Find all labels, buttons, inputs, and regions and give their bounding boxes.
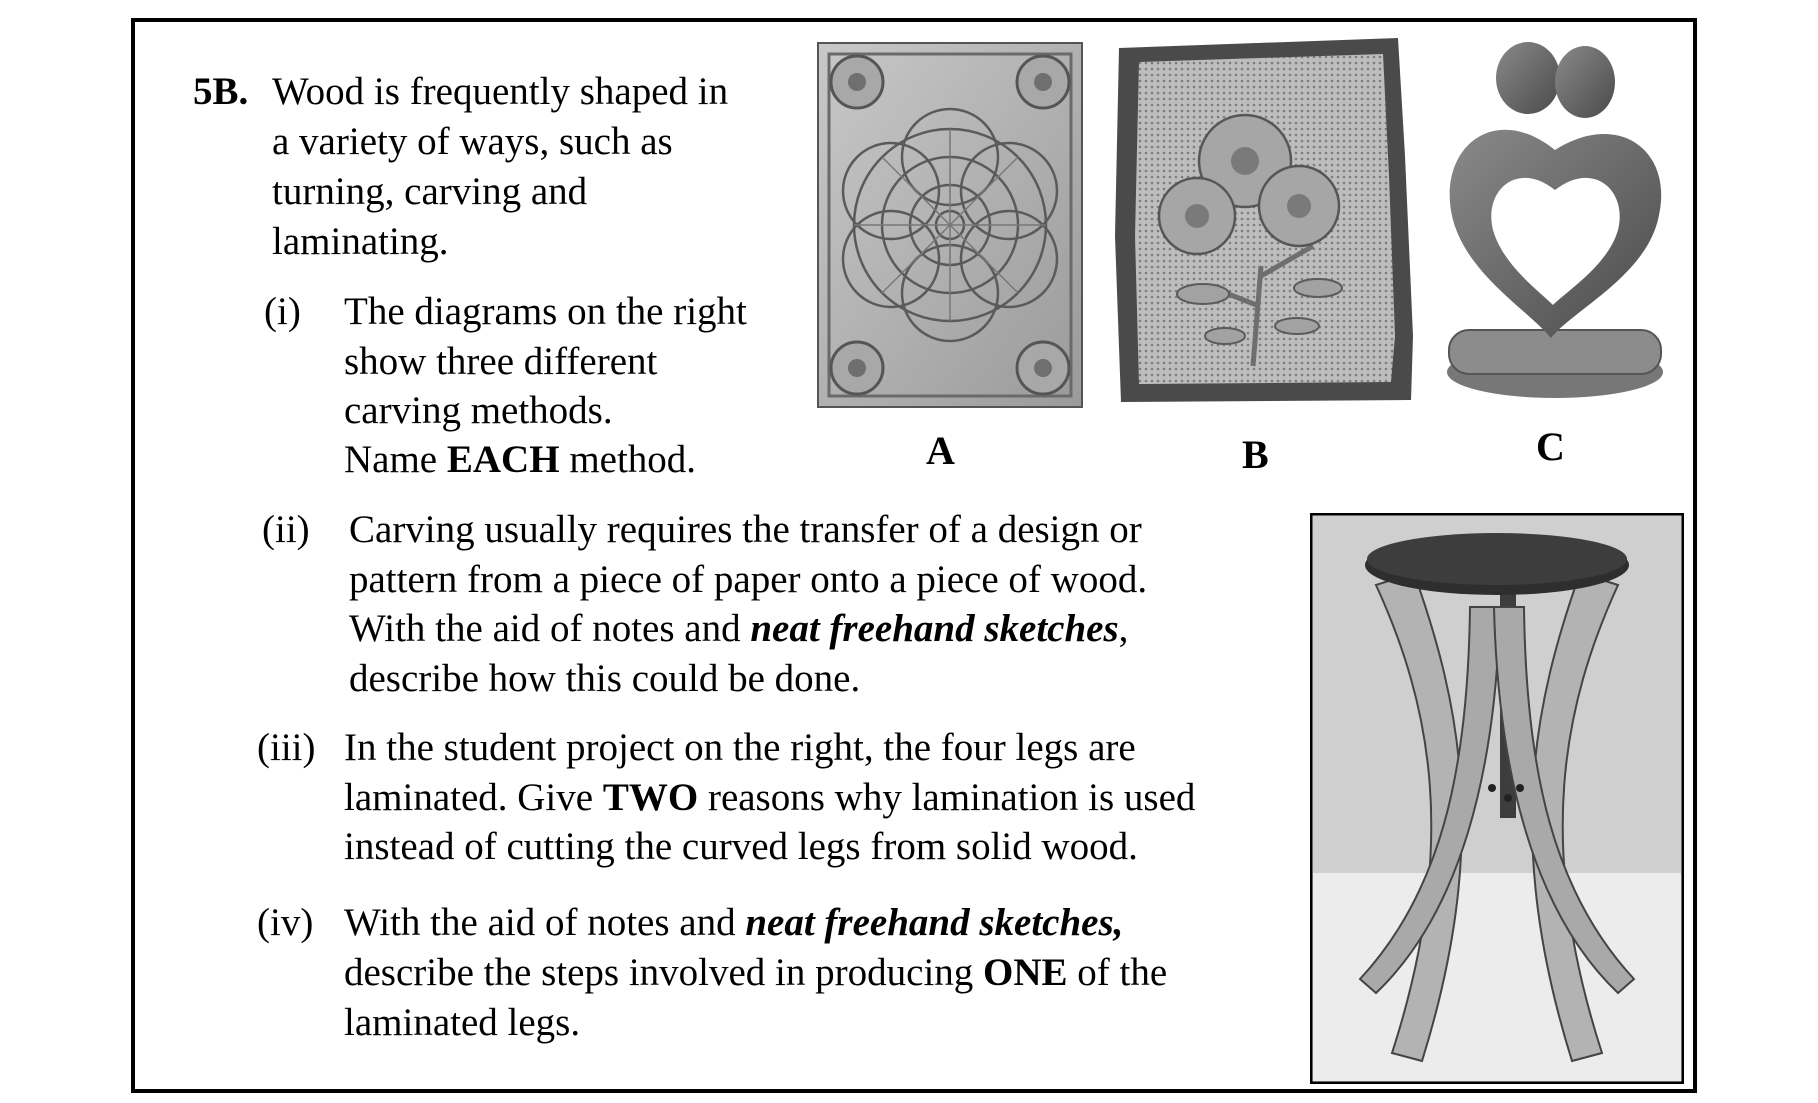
part-i-line-4-bold: EACH xyxy=(446,438,560,481)
intro-line-3: turning, carving and xyxy=(272,170,588,213)
part-ii-line-2: pattern from a piece of paper onto a piece of wood. xyxy=(349,558,1148,601)
laminated-leg-stool-icon xyxy=(1310,513,1684,1084)
part-i-numeral: (i) xyxy=(264,290,301,333)
image-a-label: A xyxy=(926,428,955,473)
part-iii-line-2-pre: laminated. Give xyxy=(344,776,603,819)
part-i-line-4-pre: Name xyxy=(344,438,447,481)
relief-carved-flowers-icon xyxy=(1113,36,1416,406)
part-iii-line-2-post: reasons why lamination is used xyxy=(698,776,1196,819)
part-ii-line-3-emphasis: neat freehand sketches xyxy=(750,607,1119,650)
part-i-line-1: The diagrams on the right xyxy=(344,290,747,333)
intro-line-2: a variety of ways, such as xyxy=(272,120,673,163)
part-iv-numeral: (iv) xyxy=(257,901,314,944)
question-number: 5B. xyxy=(193,70,249,113)
chip-carved-panel-icon xyxy=(817,42,1083,408)
part-iv-line-1-emphasis: neat freehand sketches, xyxy=(745,901,1124,944)
part-ii-line-3-pre: With the aid of notes and xyxy=(349,607,751,650)
carved-heart-sculpture-icon xyxy=(1433,40,1678,400)
part-iii-line-3: instead of cutting the curved legs from solid wood. xyxy=(344,825,1138,868)
part-iv-line-2-post: of the xyxy=(1067,951,1168,994)
part-i-line-3: carving methods. xyxy=(344,389,613,432)
part-iii-line-1: In the student project on the right, the four legs are xyxy=(344,726,1136,769)
part-i-line-4 xyxy=(344,435,696,485)
part-iv-line-1-pre: With the aid of notes and xyxy=(344,901,746,944)
part-iii-numeral: (iii) xyxy=(257,726,316,769)
part-iv-line-2 xyxy=(344,948,1167,998)
part-ii-line-3 xyxy=(349,604,1128,654)
part-iv-line-2-bold: ONE xyxy=(983,951,1068,994)
part-iv-line-1 xyxy=(344,898,1123,948)
part-ii-line-4: describe how this could be done. xyxy=(349,657,861,700)
part-iii-line-2-bold: TWO xyxy=(602,776,699,819)
intro-line-4: laminating. xyxy=(272,220,449,263)
image-c-label: C xyxy=(1536,424,1565,469)
part-ii-line-1: Carving usually requires the transfer of a design or xyxy=(349,508,1142,551)
part-iv-line-2-pre: describe the steps involved in producing xyxy=(344,951,984,994)
part-iii-line-2 xyxy=(344,773,1195,823)
part-iv-line-3: laminated legs. xyxy=(344,1001,581,1044)
image-b-label: B xyxy=(1242,432,1269,477)
part-i-line-4-post: method. xyxy=(559,438,697,481)
part-i-line-2: show three different xyxy=(344,340,658,383)
part-ii-numeral: (ii) xyxy=(262,508,310,551)
part-ii-line-3-post: , xyxy=(1118,607,1129,650)
intro-line-1: Wood is frequently shaped in xyxy=(272,70,729,113)
